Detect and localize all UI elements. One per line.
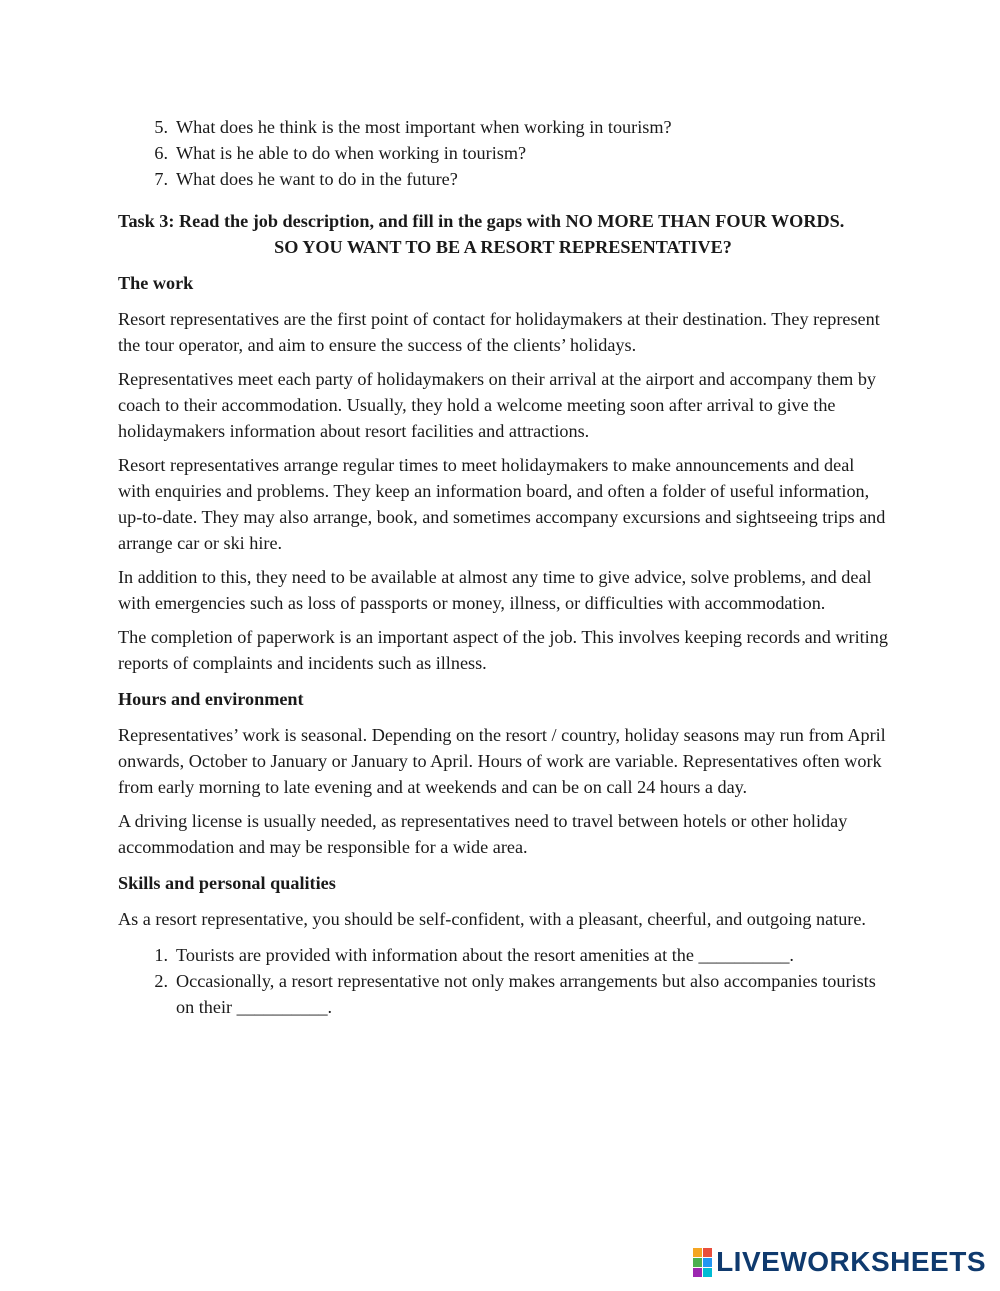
document-title: SO YOU WANT TO BE A RESORT REPRESENTATIVE? [274,237,732,257]
logo-block [703,1268,712,1277]
logo-block [693,1258,702,1267]
question-number: 7. [154,169,168,189]
section-heading-work: The work [118,273,194,293]
logo-block [703,1258,712,1267]
question-item [118,166,888,192]
paragraph: In addition to this, they need to be available at almost any time to give advice, solve problems, and deal with emergencies such as loss of passports or money, illness, or difficulties with accommodation. [118,567,872,613]
paragraph: Resort representatives arrange regular times to meet holidaymakers to make announcements and deal with enquiries and problems. They keep an information board, and often a folder of useful information, up-to-date. They may also arrange, book, and sometimes accompany excursions and sightseeing trips and arrange car or ski hire. [118,455,886,553]
section-heading-hours: Hours and environment [118,689,304,709]
logo-block [703,1248,712,1257]
question-number: 6. [154,143,168,163]
question-item [118,114,888,140]
gap-question-item[interactable] [118,942,888,968]
question-text: What is he able to do when working in tourism? [176,143,527,163]
logo-blocks-icon [693,1248,712,1277]
logo-block [693,1248,702,1257]
question-number: 2. [154,971,168,991]
section-heading-skills: Skills and personal qualities [118,873,336,893]
question-item [118,140,888,166]
question-number: 5. [154,117,168,137]
question-text: What does he want to do in the future? [176,169,458,189]
task-instruction: Task 3: Read the job description, and fill in the gaps with NO MORE THAN FOUR WORDS. [118,211,845,231]
logo-text: LIVEWORKSHEETS [716,1246,986,1277]
paragraph: As a resort representative, you should be self-confident, with a pleasant, cheerful, and outgoing nature. [118,909,866,929]
question-number: 1. [154,945,168,965]
logo-block [693,1268,702,1277]
question-list-top [118,114,888,192]
worksheet-page [118,114,888,1020]
question-text: What does he think is the most important when working in tourism? [176,117,672,137]
liveworksheets-logo [693,1247,986,1277]
gap-question-item[interactable] [118,968,888,1020]
gap-question-text[interactable]: Occasionally, a resort representative not only makes arrangements but also accompanies tourists on their __________. [176,971,876,1017]
gap-question-text[interactable]: Tourists are provided with information about the resort amenities at the __________. [176,945,794,965]
paragraph: The completion of paperwork is an important aspect of the job. This involves keeping records and writing reports of complaints and incidents such as illness. [118,627,888,673]
gap-question-list [118,942,888,1020]
paragraph: A driving license is usually needed, as representatives need to travel between hotels or other holiday accommodation and may be responsible for a wide area. [118,811,848,857]
paragraph: Representatives meet each party of holidaymakers on their arrival at the airport and accompany them by coach to their accommodation. Usually, they hold a welcome meeting soon after arrival to give the holidaymakers information about resort facilities and attractions. [118,369,877,441]
paragraph: Resort representatives are the first point of contact for holidaymakers at their destination. They represent the tour operator, and aim to ensure the success of the clients’ holidays. [118,309,880,355]
paragraph: Representatives’ work is seasonal. Depending on the resort / country, holiday seasons may run from April onwards, October to January or January to April. Hours of work are variable. Representatives often work from early morning to late evening and at weekends and can be on call 24 hours a day. [118,725,886,797]
